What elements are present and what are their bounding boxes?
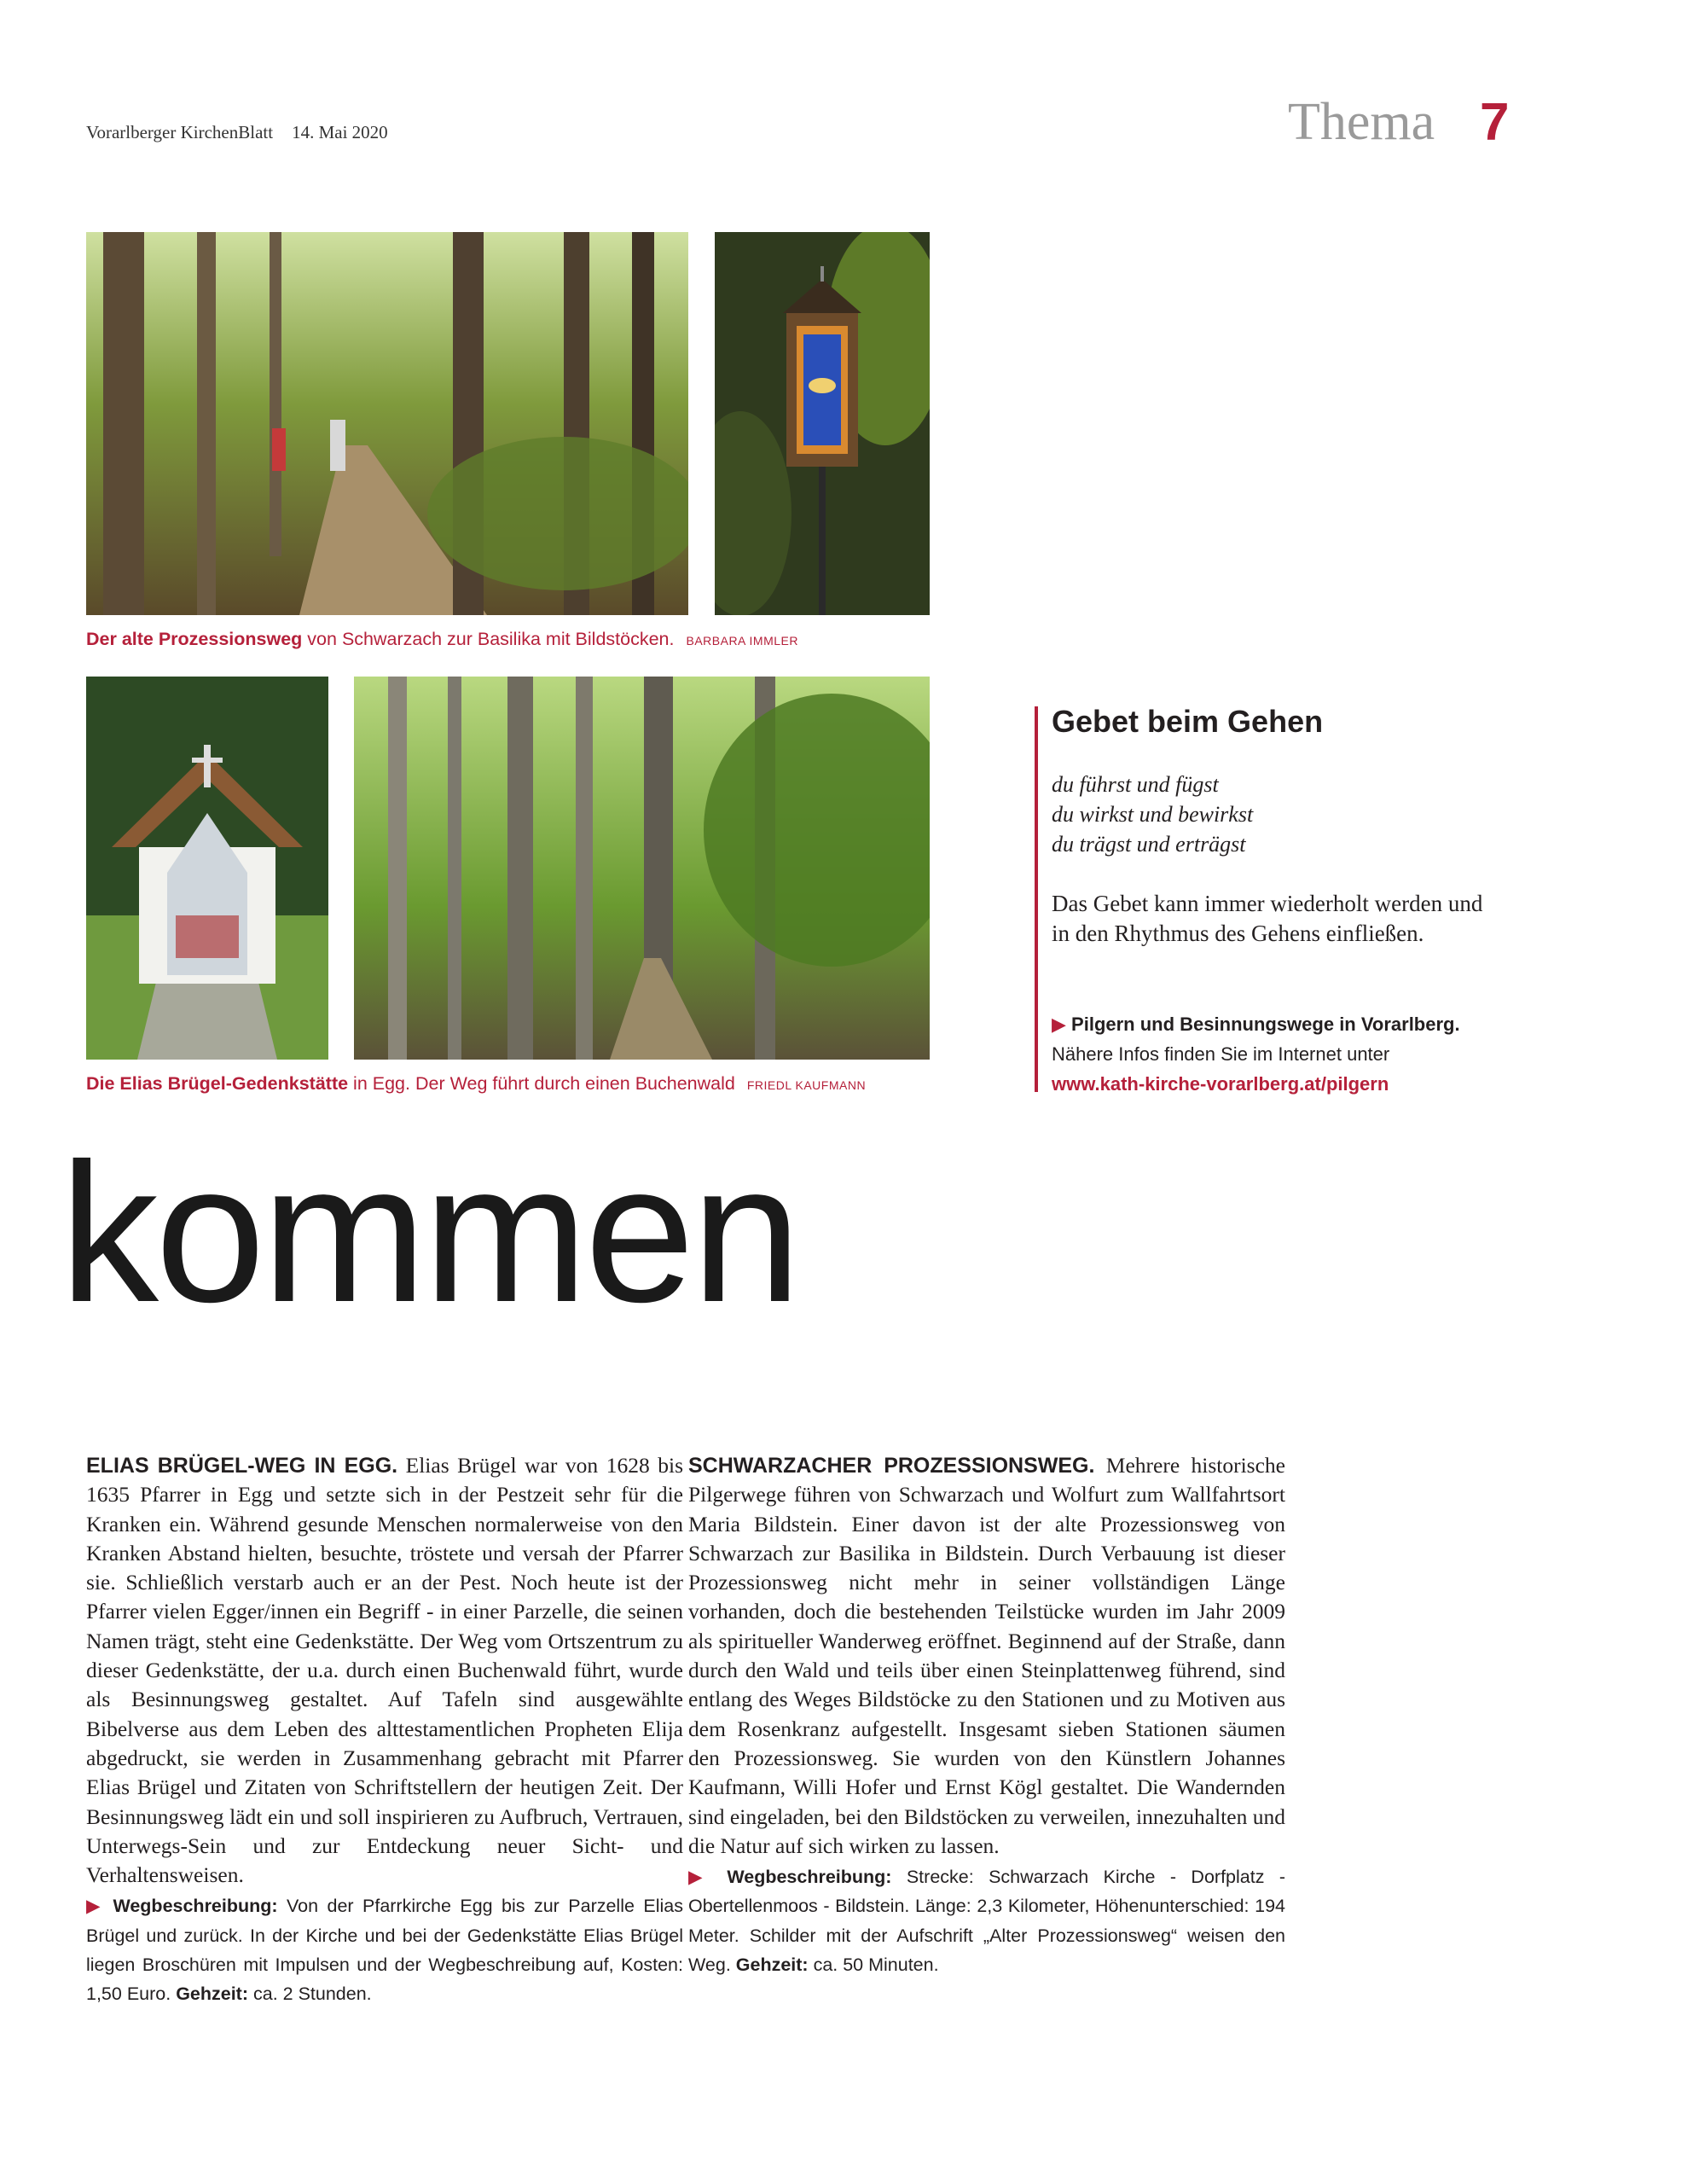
running-header [86,122,407,143]
article-text: Mehrere historische Pilgerwege führen von Schwarzach und Wolfurt zum Wallfahrtsort Maria Bildstein. Einer davon ist der alte Prozessionsweg von Schwarzach zur Basilika in Bildstein. Durch Verbauung ist dieser Prozessionsweg nicht mehr in seiner vollständigen Länge vorhanden, doch die bestehenden Teilstücke wurden im Jahr 2009 als spiritueller Wanderweg eröffnet. Beginnend auf der Straße, dann durch den Wald und teils über einen Steinplattenweg führend, sind entlang des Weges Bildstöcke zu den Stationen und zu Motiven aus dem Rosenkranz aufgestellt. Insgesamt sieben Stationen säumen den Prozessionsweg. Sie wurden von den Künstlern Johannes Kaufmann, Willi Hofer und Ernst Kögl gestaltet. Die Wandernden sind eingeladen, bei den Bildstöcken zu verweilen, innezuhalten und die Natur auf sich wirken zu lassen. [688,1453,1285,1858]
info-heading: Pilgern und Besinnungswege in Vorarlberg. [1071,1014,1460,1035]
page-number: 7 [1480,93,1510,152]
caption-lead: Die Elias Brügel-Gedenkstätte [86,1073,349,1094]
route-label: Wegbeschreibung: [727,1867,892,1888]
triangle-right-icon: ▶ [1052,1014,1066,1035]
time-label: Gehzeit: [176,1984,249,2005]
triangle-right-icon: ▶ [688,1867,712,1888]
article-lead: SCHWARZACHER PROZESSIONSWEG. [688,1454,1095,1478]
poem-line: du führst und fügst [1052,772,1219,797]
route-text: Strecke: Schwarzach Kirche - Dorfplatz - Obertellenmoos - Bildstein. Länge: 2,3 Kilometer, Höhenunterschied: 194 Meter. Schilder mit der Aufschrift „Alter Prozessionsweg“ weisen den Weg. [688,1867,1285,1976]
article-body [688,1451,1285,1861]
headline-word: kommen [60,1123,798,1344]
article-lead: ELIAS BRÜGEL-WEG IN EGG. [86,1454,398,1478]
route-text: Von der Pfarrkirche Egg bis zur Parzelle Elias Brügel und zurück. In der Kirche und bei der Gedenkstätte Elias Brügel liegen Broschüren mit Impulsen und der Wegbeschreibung auf, Kosten: 1,50 Euro. [86,1896,683,2005]
poem-line: du trägst und erträgst [1052,832,1246,857]
caption-text: von Schwarzach zur Basilika mit Bildstöcken. [302,629,675,649]
article-body [86,1451,683,1890]
photo-caption-bottom [86,1073,866,1095]
photo-forest-path-walkers [86,232,688,615]
time-text: ca. 50 Minuten. [808,1955,939,1976]
article-elias-bruegel [86,1451,683,2009]
info-url-link[interactable]: www.kath-kirche-vorarlberg.at/pilgern [1052,1073,1389,1095]
photo-credit: FRIEDL KAUFMANN [746,1078,867,1092]
triangle-right-icon: ▶ [86,1896,104,1917]
photo-credit: BARBARA IMMLER [686,634,798,648]
photo-beech-forest [354,677,930,1060]
route-label: Wegbeschreibung: [113,1896,278,1917]
publication-name: Vorarlberger KirchenBlatt [86,122,274,142]
route-description [86,1891,683,2008]
sidebar-note: Das Gebet kann immer wiederholt werden und in den Rhythmus des Gehens einfließen. [1052,891,1483,946]
caption-lead: Der alte Prozessionsweg [86,629,303,649]
time-label: Gehzeit: [735,1955,809,1976]
issue-date: 14. Mai 2020 [292,122,388,142]
caption-text: in Egg. Der Weg führt durch einen Buchenwald [348,1073,735,1094]
time-text: ca. 2 Stunden. [248,1984,372,2005]
sidebar-info [1052,1009,1460,1099]
photo-wayside-shrine [715,232,930,615]
article-text: Elias Brügel war von 1628 bis 1635 Pfarrer in Egg und setzte sich in der Pestzeit sehr für die Kranken ein. Während gesunde Menschen normalerweise von den Kranken Abstand hielten, besuchte, tröstete und versah der Pfarrer sie. Schließlich verstarb auch er an der Pest. Noch heute ist der Pfarrer vielen Egger/innen ein Begriff - in einer Parzelle, die seinen Namen trägt, steht eine Gedenkstätte. Der Weg vom Ortszentrum zu dieser Gedenkstätte, der u.a. durch einen Buchenwald führt, wurde als Besinnungsweg gestaltet. Auf Tafeln sind ausgewählte Bibelverse aus dem Leben des alttestamentlichen Propheten Elija abgedruckt, sie werden in Zusammenhang gebracht mit Pfarrer Elias Brügel und Zitaten von Schriftstellern der heutigen Zeit. Der Besinnungsweg lädt ein und soll inspirieren zu Aufbruch, Vertrauen, Unterwegs-Sein und zur Entdeckung neuer Sicht- und Verhaltensweisen. [86,1453,683,1888]
sidebar-accent-rule [1035,706,1038,1092]
photo-memorial-chapel [86,677,328,1060]
article-schwarzacher-prozessionsweg [688,1451,1285,1979]
photo-caption-top [86,629,798,650]
poem-line: du wirkst und bewirkst [1052,802,1254,827]
route-description [688,1862,1285,1979]
sidebar-title: Gebet beim Gehen [1052,704,1324,739]
sidebar-poem [1052,770,1253,859]
section-label: Thema [1288,93,1435,151]
info-text: Nähere Infos finden Sie im Internet unter [1052,1043,1390,1065]
